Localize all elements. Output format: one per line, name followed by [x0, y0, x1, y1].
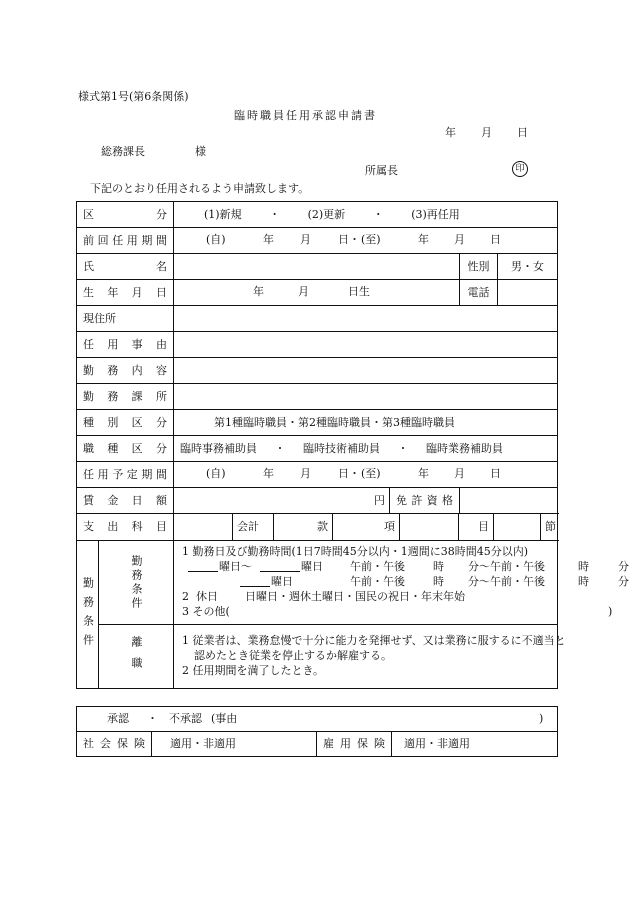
- phone-label: 電話: [460, 280, 498, 306]
- expense-kaikei-label: 会計: [233, 514, 274, 540]
- expense-label: 支出科目: [77, 514, 174, 541]
- table-row-previous-period: [77, 228, 558, 254]
- name-field[interactable]: [174, 254, 460, 280]
- addressee: 総務課長: [101, 145, 145, 158]
- applicant-label: 所属長: [365, 164, 398, 177]
- addressee-sama: 様: [195, 145, 206, 158]
- table-row-wage: [77, 488, 558, 514]
- table-row-approval: [77, 707, 558, 732]
- social-insurance-value[interactable]: 適用・非適用: [152, 732, 317, 757]
- previous-period-label: 前回任用期間: [77, 228, 174, 254]
- reason-label: 任用事由: [77, 332, 174, 358]
- seal-icon: 印: [512, 161, 528, 177]
- kubun-options: (1)新規 ・ (2)更新 ・ (3)再任用: [174, 202, 558, 228]
- employment-insurance-value[interactable]: 適用・非適用: [392, 732, 558, 757]
- date-year: 年: [445, 126, 456, 139]
- social-insurance-label: 社会保険: [77, 732, 152, 757]
- expense-kou[interactable]: 項: [333, 514, 400, 540]
- job-options[interactable]: 臨時事務補助員 ・ 臨時技術補助員 ・ 臨時業務補助員: [174, 436, 558, 462]
- expense-kan[interactable]: 款: [274, 514, 333, 540]
- reason-field[interactable]: [174, 332, 558, 358]
- duty-field[interactable]: [174, 358, 558, 384]
- license-field[interactable]: [460, 488, 558, 514]
- table-row-reason: [77, 332, 558, 358]
- conditions-inner-label: 勤務条件: [99, 541, 174, 625]
- form-number: 様式第1号(第6条関係): [78, 90, 189, 103]
- separation-content: 1 従業者は、業務怠慢で十分に能力を発揮せず、又は業務に服するに不適当と 認めたとき従業を停止するか解雇する。 2 任用期間を満了したとき。: [174, 625, 558, 689]
- name-label: 氏名: [77, 254, 174, 280]
- table-row-job: [77, 436, 558, 462]
- separation-label: 離職: [99, 625, 174, 689]
- duty-label: 勤務内容: [77, 358, 174, 384]
- address-label: 現住所: [77, 306, 174, 332]
- table-row-planned-period: [77, 462, 558, 488]
- table-row-section: [77, 384, 558, 410]
- birthdate-value[interactable]: 年 月 日生: [174, 280, 460, 306]
- section-field[interactable]: [174, 384, 558, 410]
- table-row-name: [77, 254, 558, 280]
- birthdate-label: 生年月日: [77, 280, 174, 306]
- page-title: 臨時職員任用承認申請書: [234, 109, 377, 122]
- table-row-type: [77, 410, 558, 436]
- wage-field[interactable]: 円: [174, 488, 390, 514]
- table-row-kubun: [77, 202, 558, 228]
- table-row-birthdate: [77, 280, 558, 306]
- conditions-outer-label: 勤務条件: [77, 541, 99, 689]
- gender-label: 性別: [460, 254, 498, 280]
- table-row-conditions: [77, 541, 558, 625]
- expense-setsu[interactable]: 節: [545, 520, 556, 533]
- employment-insurance-label: 雇用保険: [317, 732, 392, 757]
- expense-fields: [174, 514, 558, 541]
- table-row-insurance: [77, 732, 558, 757]
- license-label: 免許資格: [390, 488, 460, 514]
- kubun-label: 区分: [77, 202, 174, 228]
- section-label: 勤務課所: [77, 384, 174, 410]
- approval-field[interactable]: 承認 ・ 不承認 (事由 ): [77, 707, 558, 732]
- planned-period-label: 任用予定期間: [77, 462, 174, 488]
- table-row-address: [77, 306, 558, 332]
- planned-period-value[interactable]: (自) 年 月 日・ (至) 年 月 日: [174, 462, 558, 488]
- type-label: 種別区分: [77, 410, 174, 436]
- type-value[interactable]: 第1種臨時職員・第2種臨時職員・第3種臨時職員: [174, 410, 558, 436]
- application-table: [76, 201, 629, 689]
- expense-moku[interactable]: 目: [459, 514, 494, 540]
- gender-value[interactable]: 男・女: [498, 254, 558, 280]
- phone-field[interactable]: [498, 280, 558, 306]
- table-row-separation: [77, 625, 558, 689]
- intro-text: 下記のとおり任用されるよう申請致します。: [90, 182, 310, 195]
- job-label: 職種区分: [77, 436, 174, 462]
- table-row-duty: [77, 358, 558, 384]
- date-day: 日: [517, 126, 528, 139]
- expense-kaikei-field[interactable]: [174, 514, 233, 540]
- address-field[interactable]: [174, 306, 558, 332]
- table-row-expense: [77, 514, 558, 541]
- date-month: 月: [481, 126, 492, 139]
- previous-period-value: (自) 年 月 日・ (至) 年 月 日: [174, 228, 558, 254]
- wage-label: 賃金日額: [77, 488, 174, 514]
- approval-table: [76, 706, 558, 757]
- conditions-content: 1 勤務日及び勤務時間(1日7時間45分以内・1週間に38時間45分以内) 曜日〜 曜日 午前・午後 時 分〜午前・午後 時 分 曜日 午前・午後 時 分〜午前・午後 時 分 2 休日 日曜日・週休土曜日・国民の祝日・年末年始 3 その他( ): [174, 541, 558, 625]
